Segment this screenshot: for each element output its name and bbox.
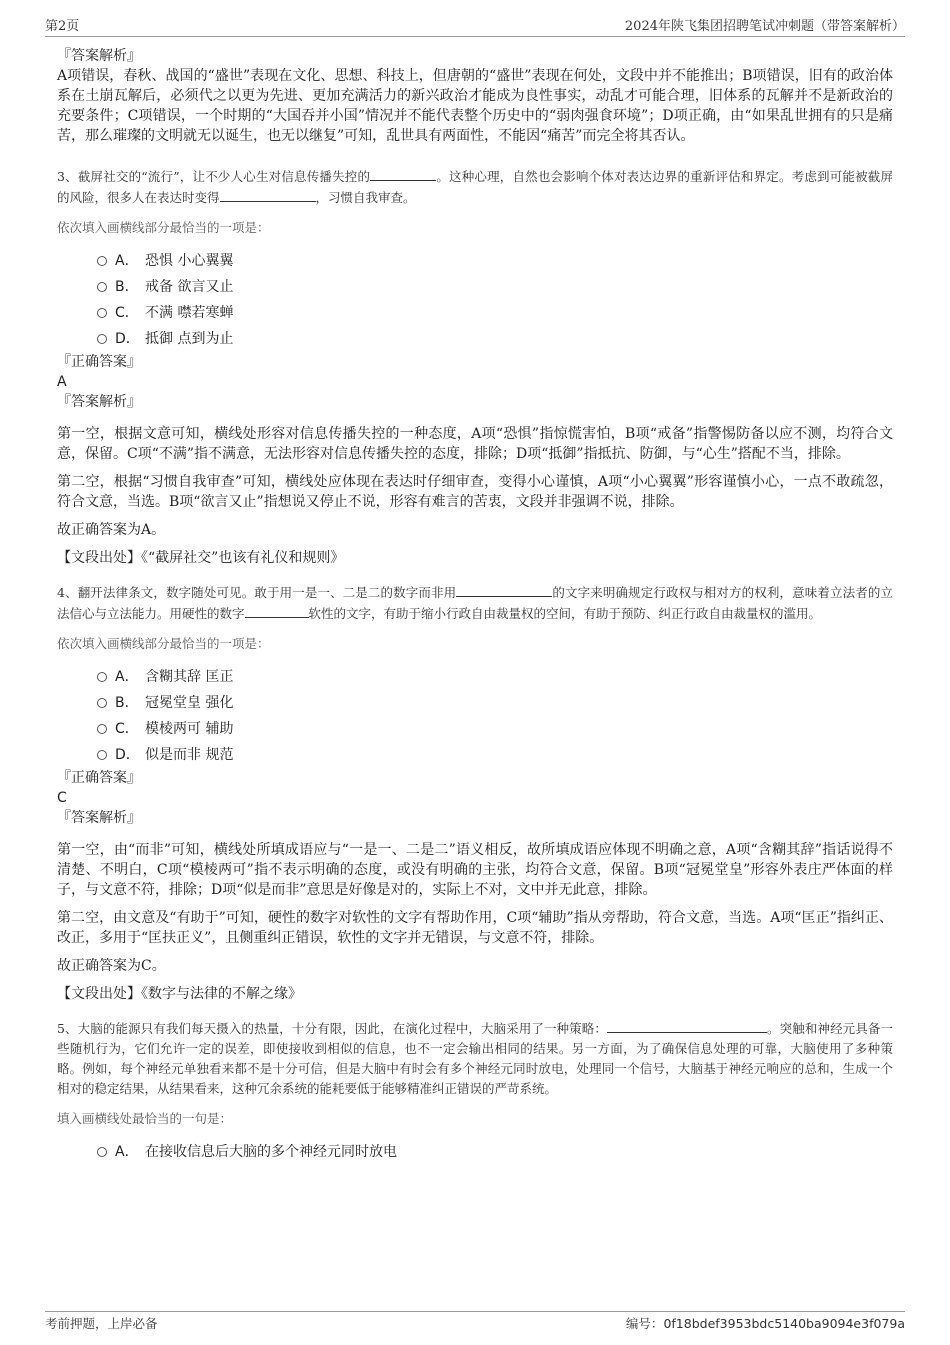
q3-correct-answer: A xyxy=(57,374,67,390)
q5-option-a[interactable]: A． 在接收信息后大脑的多个神经元同时放电 xyxy=(97,1139,893,1165)
q4-analysis-1: 第一空，由“而非”可知，横线处所填成语应与“一是一、二是二”语义相反，故所填成语应体现不明确之意，A项“含糊其辞”指话说得不清楚、不明白，C项“模棱两可”指不表示明确的态度，或没有明确的主张，均符合文意，保留。B项“冠冕堂皇”形容外表庄严体面的样子，与文意不符，排除；D项“似是而非”意思是好像是对的，实际上不对，文中并无此意，排除。 xyxy=(57,842,893,898)
document-title: 2024年陕飞集团招聘笔试冲刺题（带答案解析） xyxy=(624,19,905,34)
q3-correct-label: 『正确答案』 xyxy=(57,354,141,370)
q4-stem xyxy=(57,582,893,624)
q4-correct-label: 『正确答案』 xyxy=(57,770,141,786)
q3-option-a[interactable]: A． 恐惧 小心翼翼 xyxy=(97,248,893,274)
q3-stem xyxy=(57,166,893,208)
radio-icon[interactable] xyxy=(97,750,107,760)
q4-text-c: 软性的文字，有助于缩小行政自由裁量权的空间，有助于预防、纠正行政自由裁量权的滥用。 xyxy=(308,606,822,621)
document-code: 编号：0f18bdef3953bdc5140ba9094e3f079a xyxy=(625,1316,905,1331)
radio-icon[interactable] xyxy=(97,308,107,318)
q5-options xyxy=(97,1139,893,1165)
q3-option-d[interactable]: D． 抵御 点到为止 xyxy=(97,326,893,352)
q2-analysis-label: 『答案解析』 xyxy=(57,48,141,64)
q4-options xyxy=(97,664,893,768)
radio-icon[interactable] xyxy=(97,256,107,266)
q3-blank-2 xyxy=(220,187,316,202)
page-number: 第2页 xyxy=(45,19,80,34)
q4-analysis-label: 『答案解析』 xyxy=(57,810,141,826)
footer-slogan: 考前押题，上岸必备 xyxy=(45,1316,158,1331)
q2-analysis: A项错误，春秋、战国的“盛世”表现在文化、思想、科技上，但唐朝的“盛世”表现在何处，文段中并不能推出；B项错误，旧有的政治体系在土崩瓦解后，必须代之以更为先进、更加充满活力的新兴政治才能成为良性事实，动乱才可能合理，旧体系的瓦解并不是新政治的充要条件；C项错误，一个时期的“大国吞并小国”情况并不能代表整个历史中的“弱肉强食环境”；D项正确，由“如果乱世拥有的只是痛苦，那么璀璨的文明就无以诞生，也无以继复”可知，乱世具有两面性，不能因“痛苦”而完全将其否认。 xyxy=(57,68,893,144)
q5-text-a: 5、大脑的能源只有我们每天摄入的热量，十分有限，因此，在演化过程中，大脑采用了一种策略： xyxy=(57,1021,607,1036)
radio-icon[interactable] xyxy=(97,334,107,344)
page-header xyxy=(45,12,905,37)
q3-analysis-1: 第一空，根据文意可知，横线处形容对信息传播失控的一种态度，A项“恐惧”指惊慌害怕，B项“戒备”指警惕防备以应不测，均符合文意，保留。C项“不满”指不满意，无法形容对信息传播失控的态度，排除；D项“抵御”指抵抗、防御，与“心生”搭配不当，排除。 xyxy=(57,426,893,462)
q5-text-b: 。突触和神经元具备一些随机行为，它们允许一定的误差，即使接收到相似的信息，也不一定会输出相同的结果。另一方面，为了确保信息处理的可靠，大脑使用了多种策略。例如，每个神经元单独看来都不是十分可信，但是大脑中有时会有多个神经元同时放电，处理同一个信号，大脑基于神经元响应的总和，生成一个相对的稳定结果，从结果看来，这种冗余系统的能耗要低于能够精准纠正错误的严苛系统。 xyxy=(57,1021,893,1096)
q3-source: 【文段出处】《“截屏社交”也该有礼仪和规则》 xyxy=(57,550,345,566)
q3-text-a: 3、截屏社交的“流行”，让不少人心生对信息传播失控的 xyxy=(57,169,371,184)
q4-text-a: 4、翻开法律条文，数字随处可见。敢于用一是一、二是二的数字而非用 xyxy=(57,585,457,600)
q3-blank-1 xyxy=(370,166,436,181)
q3-text-c: ，习惯自我审查。 xyxy=(315,190,416,205)
q4-text-b: 的文字来明确规定行政权与相对方的权利，意味着立法者的立法信心与立法能力。用硬性的数字 xyxy=(57,585,893,621)
q3-analysis-label: 『答案解析』 xyxy=(57,394,141,410)
q3-prompt: 依次填入画横线部分最恰当的一项是： xyxy=(57,220,270,235)
radio-icon[interactable] xyxy=(97,1147,107,1157)
page-footer xyxy=(45,1311,905,1332)
q3-option-b[interactable]: B． 戒备 欲言又止 xyxy=(97,274,893,300)
q3-analysis-2: 第二空，根据“习惯自我审查”可知，横线处应体现在表达时仔细审查，变得小心谨慎，A项“小心翼翼”形容谨慎小心，一点不敢疏忽，符合文意，当选。B项“欲言又止”指想说又停止不说，形容有难言的苦衷，文段并非强调不说，排除。 xyxy=(57,474,893,510)
q3-text-b: 。这种心理，自然也会影响个体对表达边界的重新评估和界定。考虑到可能被截屏的风险，很多人在表达时变得 xyxy=(57,169,893,205)
q3-conclusion: 故正确答案为A。 xyxy=(57,522,166,538)
q4-source: 【文段出处】《数字与法律的不解之缘》 xyxy=(57,986,302,1002)
q4-prompt: 依次填入画横线部分最恰当的一项是： xyxy=(57,636,270,651)
page-content xyxy=(57,46,893,1165)
q4-option-d[interactable]: D． 似是而非 规范 xyxy=(97,742,893,768)
q5-stem xyxy=(57,1018,893,1099)
q4-blank-2 xyxy=(245,603,309,618)
radio-icon[interactable] xyxy=(97,282,107,292)
q4-option-c[interactable]: C． 模棱两可 辅助 xyxy=(97,716,893,742)
q3-options xyxy=(97,248,893,352)
radio-icon[interactable] xyxy=(97,724,107,734)
q3-option-c[interactable]: C． 不满 噤若寒蝉 xyxy=(97,300,893,326)
q4-option-b[interactable]: B． 冠冕堂皇 强化 xyxy=(97,690,893,716)
radio-icon[interactable] xyxy=(97,672,107,682)
q5-blank-1 xyxy=(607,1018,767,1033)
q4-correct-answer: C xyxy=(57,790,67,806)
q4-blank-1 xyxy=(456,582,552,597)
q4-conclusion: 故正确答案为C。 xyxy=(57,958,166,974)
q4-analysis-2: 第二空，由文意及“有助于”可知，硬性的数字对软性的文字有帮助作用，C项“辅助”指从旁帮助，符合文意，当选。A项“匡正”指纠正、改正，多用于“匡扶正义”，且侧重纠正错误，软性的文字并无错误，与文意不符，排除。 xyxy=(57,910,893,946)
q4-option-a[interactable]: A． 含糊其辞 匡正 xyxy=(97,664,893,690)
q5-prompt: 填入画横线处最恰当的一句是： xyxy=(57,1111,233,1126)
radio-icon[interactable] xyxy=(97,698,107,708)
